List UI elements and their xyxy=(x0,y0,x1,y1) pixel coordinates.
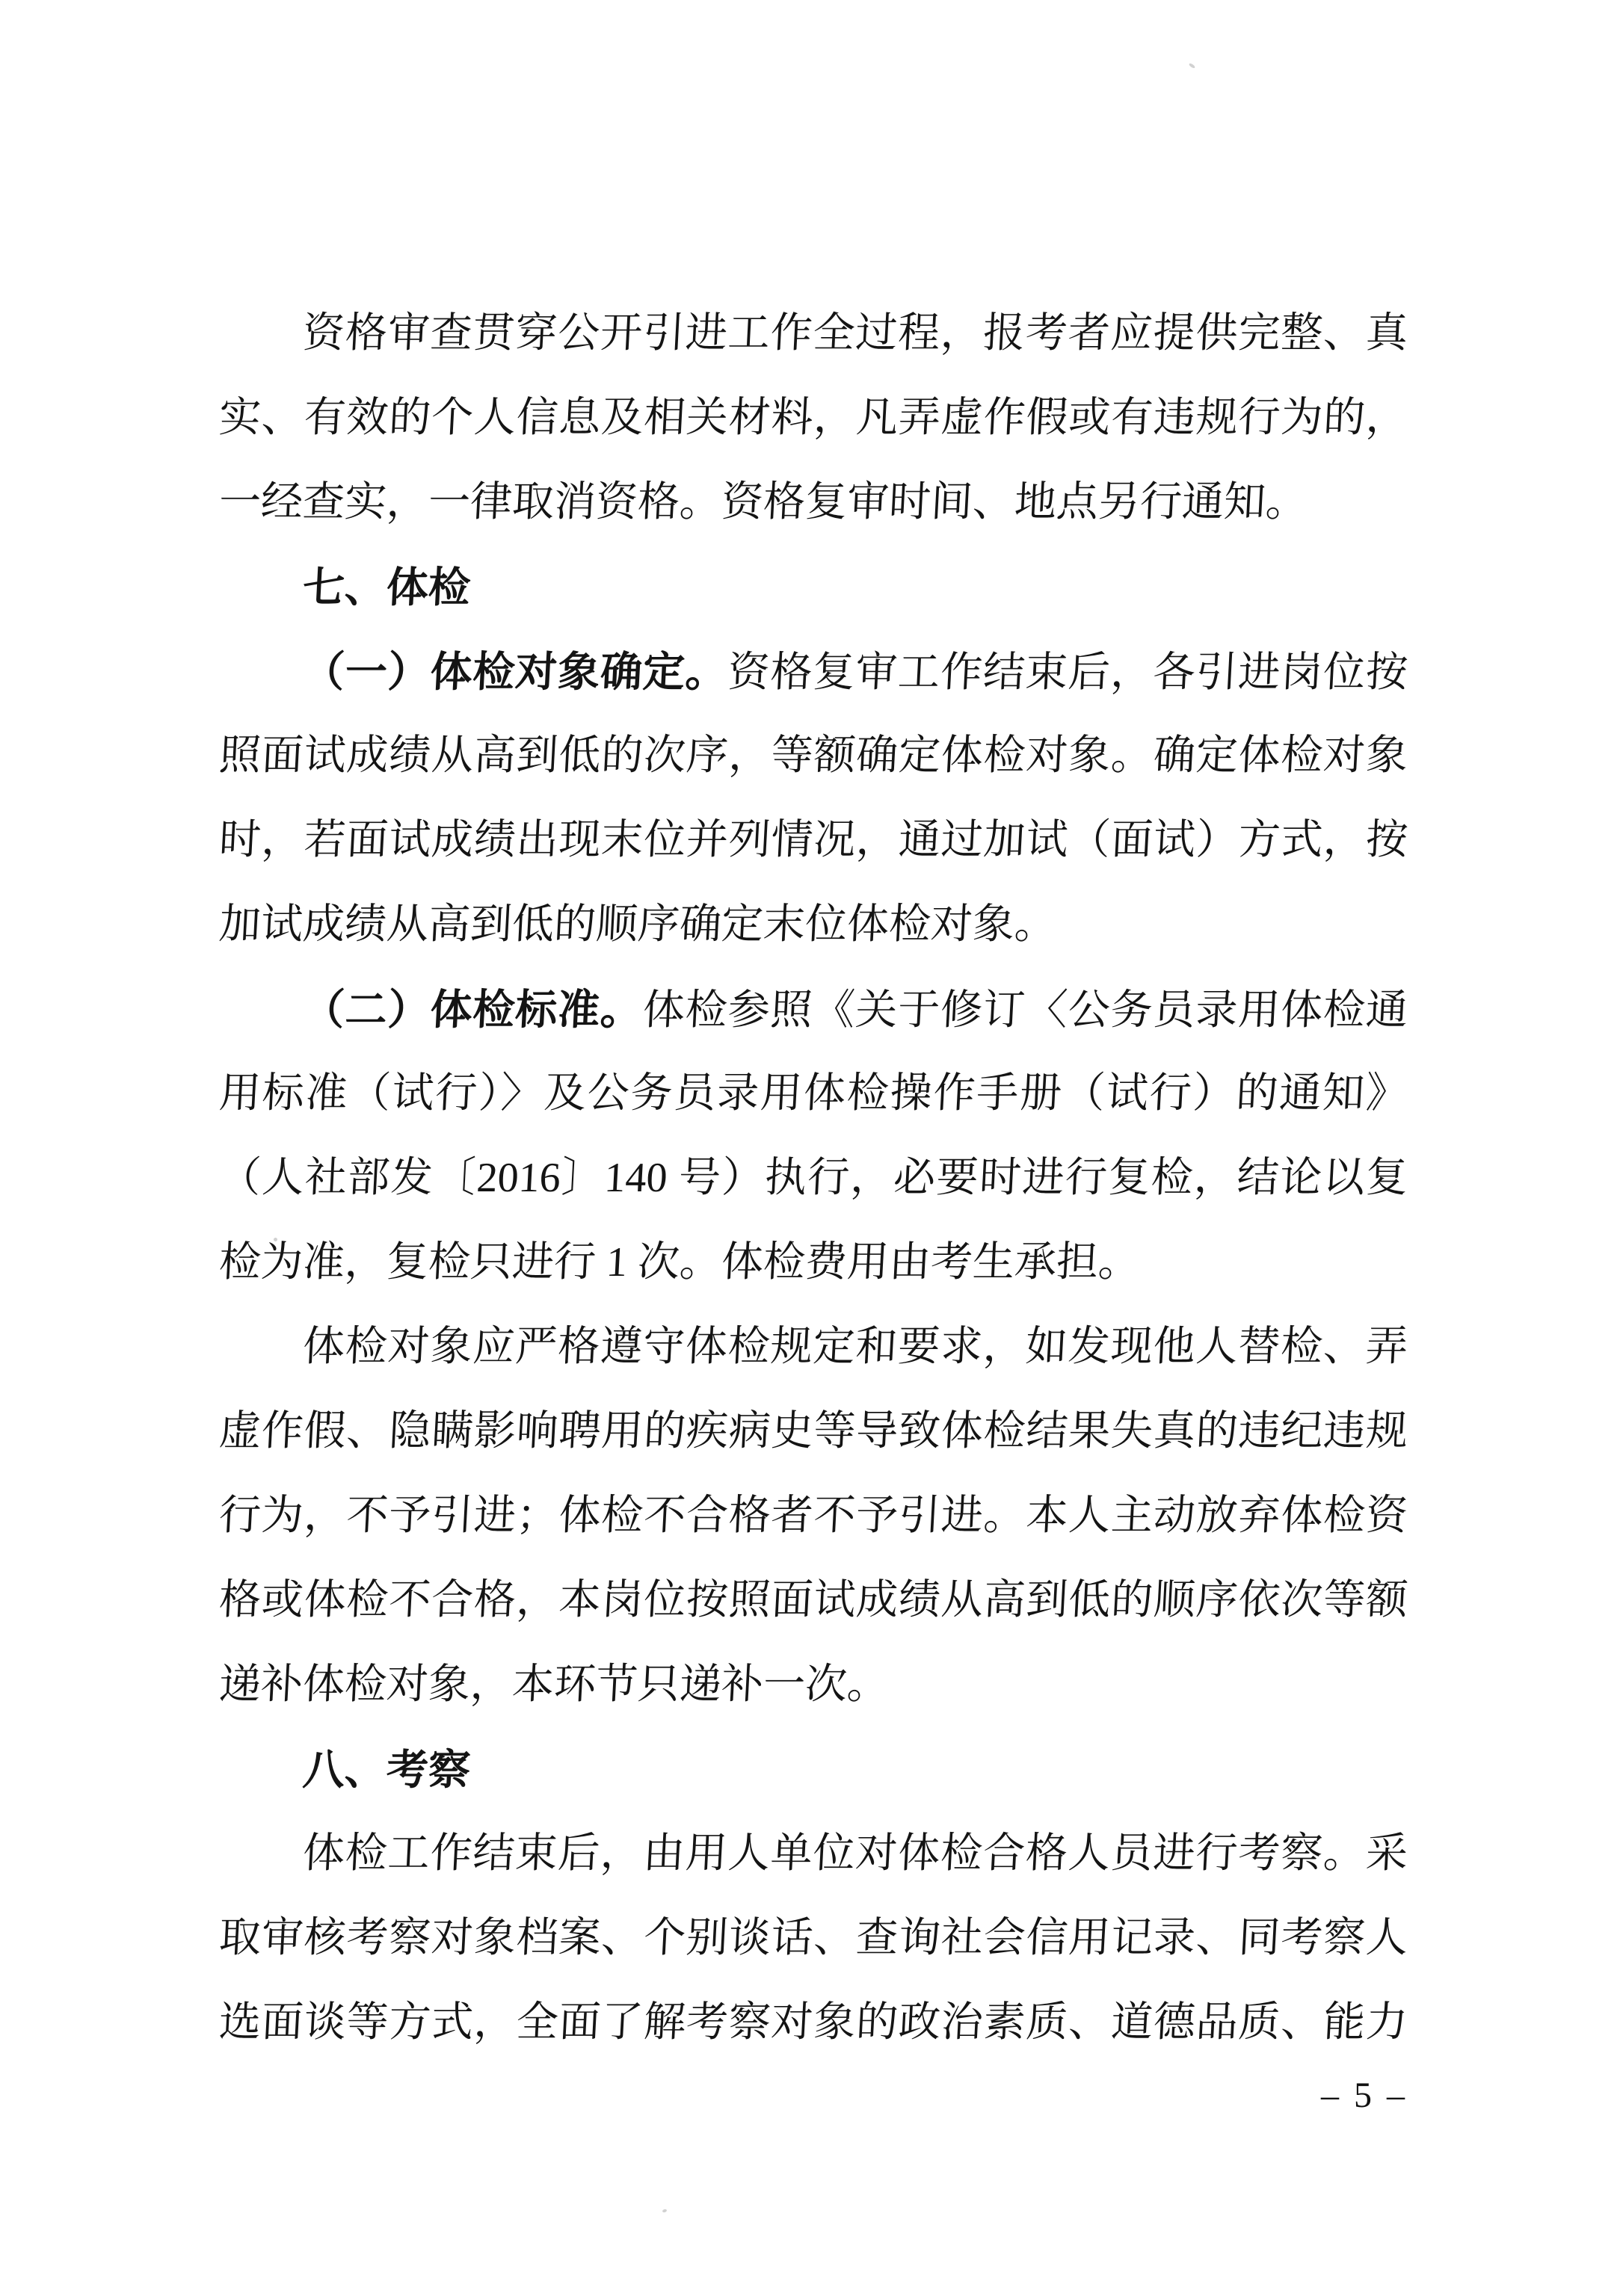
line-text: （人社部发〔2016〕140 号）执行，必要时进行复检，结论以复 xyxy=(218,1155,1409,1201)
text-line xyxy=(217,1558,1410,1643)
section-heading-inspection xyxy=(217,1727,1410,1812)
line-text: 检为准，复检只进行 1 次。体检费用由考生承担。 xyxy=(218,1239,1142,1286)
text-line xyxy=(217,1474,1410,1558)
line-text: 资格复审工作结束后，各引进岗位按 xyxy=(727,649,1409,696)
line-text: 一经查实，一律取消资格。资格复审时间、地点另行通知。 xyxy=(218,479,1309,525)
text-line xyxy=(217,1389,1410,1474)
line-text: 体检对象应严格遵守体检规定和要求，如发现他人替检、弄 xyxy=(301,1324,1409,1370)
section-heading-physical-exam xyxy=(217,545,1410,629)
heading-text: 八、考察 xyxy=(301,1746,472,1793)
text-line xyxy=(217,376,1410,460)
text-line xyxy=(217,629,1410,714)
scan-speck xyxy=(1189,63,1196,69)
text-line xyxy=(217,1305,1410,1389)
text-line xyxy=(217,1812,1410,1896)
text-line xyxy=(217,460,1410,545)
line-text: 虚作假、隐瞒影响聘用的疾病史等导致体检结果失真的违纪违规 xyxy=(218,1408,1409,1454)
line-text: 资格审查贯穿公开引进工作全过程，报考者应提供完整、真 xyxy=(301,310,1409,357)
line-text: 照面试成绩从高到低的次序，等额确定体检对象。确定体检对象 xyxy=(218,732,1409,779)
text-line xyxy=(217,714,1410,798)
line-text: 实、有效的个人信息及相关材料，凡弄虚作假或有违规行为的， xyxy=(218,395,1409,441)
line-text: 行为，不予引进；体检不合格者不予引进。本人主动放弃体检资 xyxy=(218,1493,1409,1539)
text-line xyxy=(217,1052,1410,1136)
text-line xyxy=(217,883,1410,967)
document-body xyxy=(219,291,1408,2065)
scan-speck xyxy=(662,2209,667,2213)
line-text: 体检参照《关于修订〈公务员录用体检通 xyxy=(641,987,1409,1034)
text-line xyxy=(217,1981,1410,2065)
text-line xyxy=(217,1896,1410,1981)
line-text: 加试成绩从高到低的顺序确定末位体检对象。 xyxy=(218,901,1058,948)
text-line xyxy=(217,1643,1410,1727)
heading-text: 七、体检 xyxy=(301,564,472,611)
line-bold-lead: （二）体检标准。 xyxy=(301,986,644,1033)
page-number: – 5 – xyxy=(1321,2076,1408,2115)
line-text: 取审核考察对象档案、个别谈话、查询社会信用记录、同考察人 xyxy=(218,1915,1409,1961)
line-text: 递补体检对象，本环节只递补一次。 xyxy=(218,1661,890,1708)
line-text: 体检工作结束后，由用人单位对体检合格人员进行考察。采 xyxy=(301,1830,1409,1877)
line-text: 格或体检不合格，本岗位按照面试成绩从高到低的顺序依次等额 xyxy=(218,1577,1409,1623)
text-line xyxy=(217,1136,1410,1220)
text-line xyxy=(217,798,1410,883)
line-text: 选面谈等方式，全面了解考察对象的政治素质、道德品质、能力 xyxy=(218,1999,1409,2046)
text-line xyxy=(217,967,1410,1052)
line-text: 时，若面试成绩出现末位并列情况，通过加试（面试）方式，按 xyxy=(218,817,1409,863)
text-line xyxy=(217,291,1410,376)
line-bold-lead: （一）体检对象确定。 xyxy=(301,648,730,695)
text-line xyxy=(217,1220,1410,1305)
line-text: 用标准（试行）〉及公务员录用体检操作手册（试行）的通知》 xyxy=(218,1070,1409,1117)
